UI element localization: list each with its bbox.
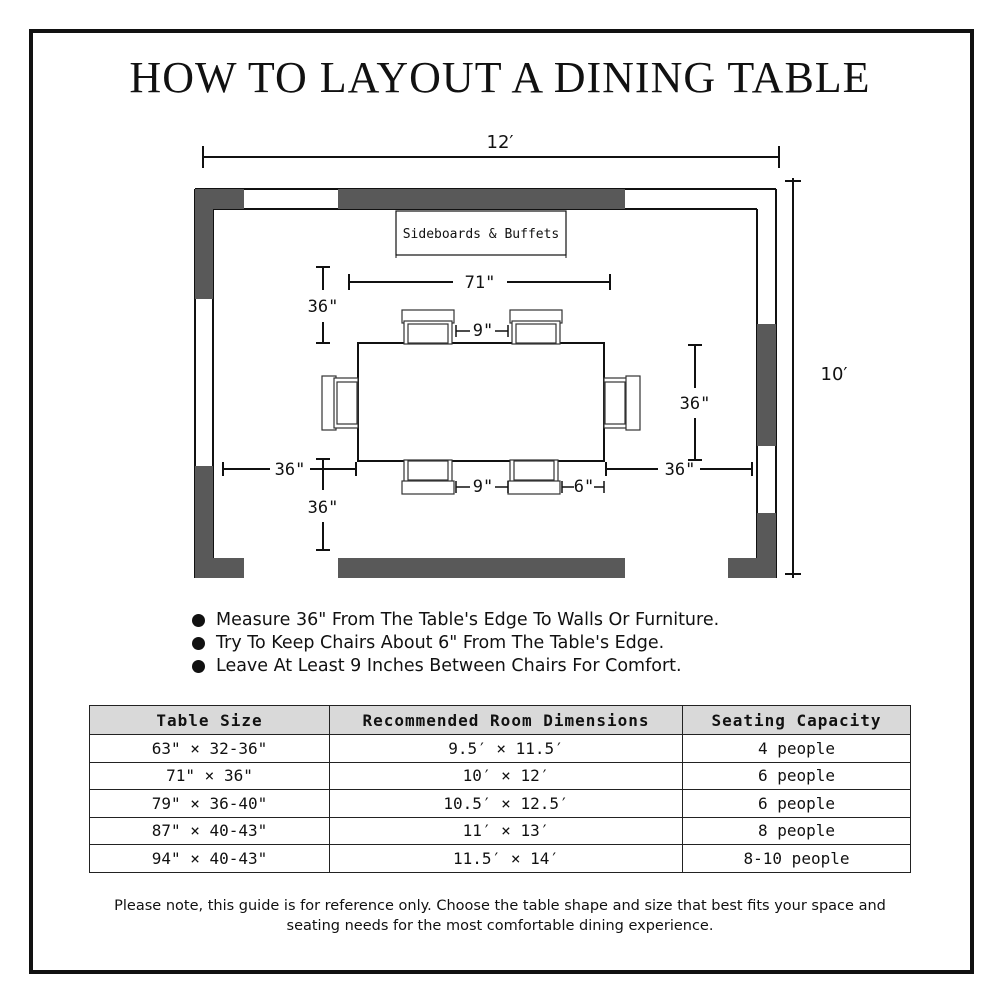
chair-top-right bbox=[510, 310, 562, 344]
cell-room-dimensions: 10′ × 12′ bbox=[330, 762, 683, 790]
table-row bbox=[90, 790, 911, 818]
clearance-top-label: 36" bbox=[307, 297, 339, 317]
tip-item: Leave At Least 9 Inches Between Chairs For Comfort. bbox=[192, 655, 719, 678]
chair-bottom-right bbox=[508, 460, 560, 494]
room-depth-dimension bbox=[785, 178, 801, 578]
header-room-dimensions: Recommended Room Dimensions bbox=[330, 706, 683, 735]
tip-item: Measure 36" From The Table's Edge To Walls Or Furniture. bbox=[192, 609, 719, 632]
cell-room-dimensions: 11′ × 13′ bbox=[330, 817, 683, 845]
chair-top-left bbox=[402, 310, 454, 344]
cell-table-size: 71" × 36" bbox=[90, 762, 330, 790]
cell-seating-capacity: 6 people bbox=[683, 790, 911, 818]
header-table-size: Table Size bbox=[90, 706, 330, 735]
clearance-bottom-label: 36" bbox=[307, 498, 339, 518]
chair-right-end bbox=[604, 376, 640, 430]
header-seating-capacity: Seating Capacity bbox=[683, 706, 911, 735]
chair-gap-top-label: 9" bbox=[472, 321, 494, 341]
table-row bbox=[90, 735, 911, 763]
clearance-right-label: 36" bbox=[664, 460, 696, 480]
chair-edge-label: 6" bbox=[573, 477, 595, 497]
table-width-label: 36" bbox=[679, 394, 711, 414]
cell-room-dimensions: 9.5′ × 11.5′ bbox=[330, 735, 683, 763]
tips-list bbox=[192, 609, 719, 678]
chair-left-end bbox=[322, 376, 358, 430]
cell-table-size: 79" × 36-40" bbox=[90, 790, 330, 818]
cell-seating-capacity: 4 people bbox=[683, 735, 911, 763]
cell-room-dimensions: 11.5′ × 14′ bbox=[330, 845, 683, 873]
dining-table bbox=[358, 343, 604, 461]
chair-gap-bottom-label: 9" bbox=[472, 477, 494, 497]
cell-seating-capacity: 8 people bbox=[683, 817, 911, 845]
cell-table-size: 63" × 32-36" bbox=[90, 735, 330, 763]
size-table bbox=[89, 705, 911, 873]
room-depth-label: 10′ bbox=[820, 364, 848, 385]
chair-bottom-left bbox=[402, 460, 454, 494]
cell-seating-capacity: 6 people bbox=[683, 762, 911, 790]
table-header-row bbox=[90, 706, 911, 735]
cell-table-size: 94" × 40-43" bbox=[90, 845, 330, 873]
table-length-label: 71" bbox=[464, 273, 496, 293]
sideboard-label: Sideboards & Buffets bbox=[402, 227, 560, 242]
table-row bbox=[90, 817, 911, 845]
room-width-label: 12′ bbox=[486, 132, 514, 153]
tip-item: Try To Keep Chairs About 6" From The Table's Edge. bbox=[192, 632, 719, 655]
table-row bbox=[90, 845, 911, 873]
reference-note: Please note, this guide is for reference only. Choose the table shape and size that best fits your space and seating needs for the most comfortable dining experience. bbox=[114, 898, 886, 934]
page-title: HOW TO LAYOUT A DINING TABLE bbox=[129, 53, 871, 102]
table-row bbox=[90, 762, 911, 790]
clearance-left-label: 36" bbox=[274, 460, 306, 480]
cell-room-dimensions: 10.5′ × 12.5′ bbox=[330, 790, 683, 818]
cell-table-size: 87" × 40-43" bbox=[90, 817, 330, 845]
cell-seating-capacity: 8-10 people bbox=[683, 845, 911, 873]
